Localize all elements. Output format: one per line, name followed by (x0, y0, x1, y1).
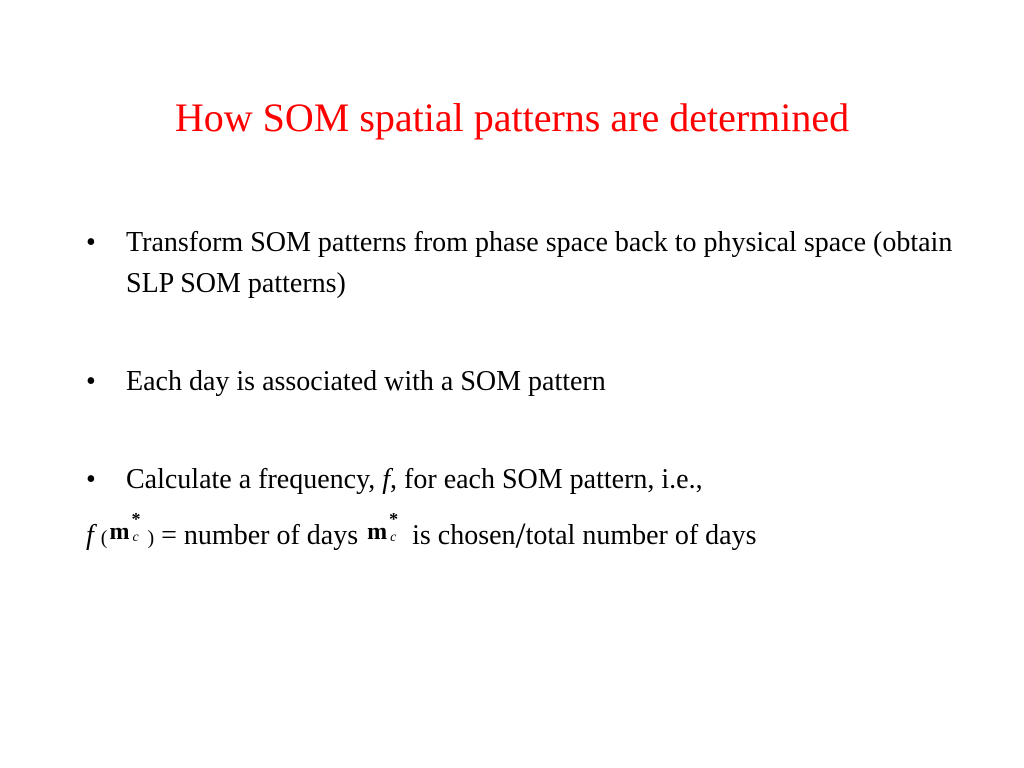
frequency-formula (86, 509, 757, 559)
bullet-text-after: , for each SOM pattern, i.e., (390, 464, 703, 495)
formula-slash: / (515, 515, 526, 555)
m-sub-c: c (390, 530, 397, 545)
bullet-dot: • (86, 366, 96, 397)
formula-equals-text: = number of days (161, 520, 359, 551)
formula-total-text: total number of days (525, 520, 757, 551)
bullet-list (86, 222, 966, 500)
bullet-item-frequency (86, 459, 966, 500)
bullet-item-transform (86, 222, 966, 304)
bullet-dot: • (86, 227, 96, 258)
m-sub-c: c (132, 530, 139, 545)
formula-chosen-text: is chosen (412, 520, 516, 551)
bullet-text-before: Calculate a frequency, (126, 464, 383, 495)
m-c-star-symbol-2 (365, 509, 405, 548)
bullet-item-each-day (86, 361, 966, 402)
bullet-text: Transform SOM patterns from phase space back to physical space (obtain SLP SOM patterns) (126, 227, 953, 299)
bullet-text: Each day is associated with a SOM pattern (126, 366, 606, 397)
m-base: m (109, 519, 130, 545)
close-paren: ) (147, 527, 155, 549)
m-base: m (367, 519, 388, 545)
slide-title: How SOM spatial patterns are determined (174, 95, 850, 140)
open-paren: ( (100, 527, 108, 549)
m-c-star-symbol (107, 509, 147, 548)
m-sup-star: * (389, 509, 399, 529)
m-sup-star: * (131, 509, 141, 529)
bullet-dot: • (86, 464, 96, 495)
frequency-symbol: f (382, 464, 391, 495)
formula-f: f (86, 520, 94, 551)
